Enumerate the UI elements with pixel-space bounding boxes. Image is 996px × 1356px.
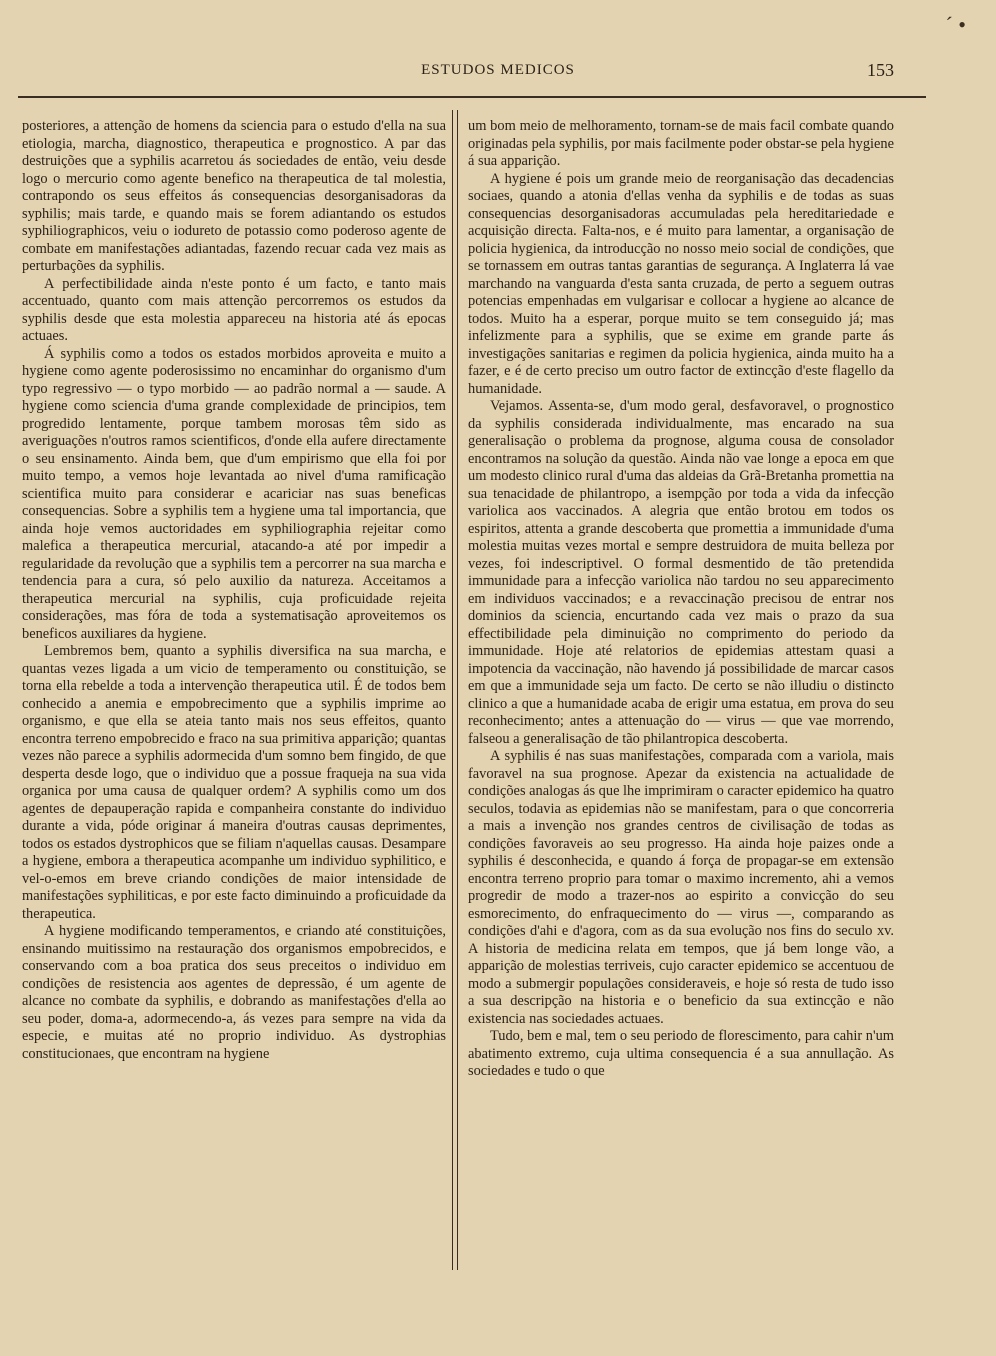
paragraph: Á syphilis como a todos os estados morbidos aproveita e muito a hygiene como agente poderosissimo no encaminhar do organismo d'um typo regressivo — o typo morbido — ao padrão normal a — saude. A hygiene como sciencia d'uma grande complexidade de principios, tem progredido lentamente, porque tambem morosas têm sido as averiguações n'outros ramos scientificos, d'onde ella aufere directamente o seu ensinamento. Ainda bem, que d'um empirismo que ella foi por muito tempo, a vemos hoje levantada ao nivel d'uma ramificação scientifica muito para considerar e acariciar nas suas beneficas consequencias. Sobre a syphilis tem a hygiene uma tal importancia, que ainda hoje vemos auctoridades em syphiliographia rejeitar como malefica a therapeutica mercurial, atacando-a até por impedir a regularidade da revolução que a syphilis tem a percorrer na sua marcha e tendencia para a cura, só pelo auxilio da natureza. Acceitamos a therapeutica mercurial na syphilis, cuja proficuidade rejeita considerações, mas fóra de toda a systematisação aproveitemos os beneficos auxiliares da hygiene.: [22, 345, 446, 642]
paragraph: Tudo, bem e mal, tem o seu periodo de florescimento, para cahir n'um abatimento extremo, cuja ultima consequencia é a sua annullação. As sociedades e tudo o que: [468, 1028, 894, 1079]
ink-mark: ˊ •: [945, 12, 966, 37]
paragraph: A perfectibilidade ainda n'este ponto é um facto, e tanto mais accentuado, quanto com mais attenção percorremos os estudos da syphilis desde que esta molestia appareceu na historia até ás epocas actuaes.: [22, 275, 446, 344]
page-number: 153: [867, 60, 894, 80]
paragraph: A hygiene modificando temperamentos, e criando até constituições, ensinando muitissimo na restauração dos organismos empobrecidos, e conservando com a boa pratica dos seus preceitos o individuo em condições de resistencia aos agentes de depressão, é um agente de alcance no combate da syphilis, e dobrando as manifestações d'ella ao seu poder, doma-a, adormecendo-a, ás vezes para sempre na vida da especie, e muitas até no proprio individuo. As dystrophias constitucionaes, que encontram na hygiene: [22, 923, 446, 1062]
running-title: ESTUDOS MEDICOS: [421, 62, 575, 78]
paragraph: posteriores, a attenção de homens da sciencia para o estudo d'ella na sua etiologia, marcha, diagnostico, therapeutica e prognostico. A par das destruições que a syphilis acarretou ás sociedades de então, veiu desde logo o mercurio como agente benefico na therapeutica de tal molestia, contrapondo os seus effeitos ás consequencias desorganisadoras da syphilis; mais tarde, e quando mais se forem adiantando os estudos syphiliographicos, veiu o iodureto de potassio como poderoso agente de combate em manifestações adiantadas, fazendo recuar cada vez mais as perturbações da syphilis.: [22, 118, 446, 274]
page-header: [0, 62, 996, 86]
left-column: [22, 118, 446, 1063]
header-rule: [18, 96, 926, 98]
column-divider: [457, 110, 458, 1270]
paragraph: A syphilis é nas suas manifestações, comparada com a variola, mais favoravel na sua prognose. Apezar da existencia na actualidade de condições analogas ás que lhe imprimiram o caracter epidemico ha quatro seculos, todavia as epidemias não se manifestam, para o que concorreria a mais a invenção nos grandes centros de civilisação de todas as condições favoraveis ao seu progresso. Ha ainda hoje paizes onde a syphilis é desconhecida, e quando á força de propagar-se em extensão encontra terreno proprio para tomar o maximo incremento, ahi a vemos progredir de modo a trazer-nos ao espirito a convicção do seu esmorecimento, do enfraquecimento do — virus —, comparando as condições d'ahi e d'agora, com as da sua evolução nos fins do seculo xv. A historia de medicina relata em tempos, que já bem longe vão, a apparição de molestias terriveis, cujo caracter epidemico se accentuou de modo a submergir populações consideraveis, e hoje só resta de tudo isso a sua descripção na historia e o beneficio da sua extincção e não existencia nas sociedades actuaes.: [468, 748, 894, 1027]
column-divider: [452, 110, 453, 1270]
paragraph: A hygiene é pois um grande meio de reorganisação das decadencias sociaes, quando a atonia d'ellas venha da syphilis e de todas as suas consequencias desorganisadoras accumuladas pela hereditariedade e acquisição directa. Falta-nos, e é muito para lamentar, a organisação de policia hygienica, da introducção no nosso meio social de condições, que se tornassem em outras tantas garantias de segurança. A Inglaterra lá vae marchando na vanguarda d'esta santa cruzada, de perto a seguem outras potencias empenhadas em vulgarisar e collocar a hygiene ao alcance de todos. Muito ha a esperar, porque muito se tem conseguido já; mas infelizmente para a syphilis, que se exime em grande parte ás investigações sanitarias e regimen da policia hygienica, ainda muito ha a fazer, e é de certo preciso um outro factor de extincção d'este flagello da humanidade.: [468, 170, 894, 397]
paragraph: Vejamos. Assenta-se, d'um modo geral, desfavoravel, o prognostico da syphilis considerada individualmente, mas encarado na sua generalisação o problema da prognose, alguma cousa de consolador encontramos na solução da questão. Ainda não vae longe a epoca em que um modesto clinico rural d'uma das aldeias da Grã-Bretanha promettia na sua tenacidade de philantropo, a isempção por toda a vida da infecção variolica aos vaccinados. A alegria que então brotou em todos os espiritos, attenta a grande descoberta que promettia a immunidade d'uma molestia muitas vezes mortal e sempre destruidora de muita belleza por vezes, foi indescriptivel. O formal desmentido de tão pretendida immunidade para a infecção variolica não tardou no seu apparecimento em individuos vaccinados; e a revaccinação precisou de entrar nos dominios da sciencia, encurtando cada vez mais o prazo da sua effectibilidade pela diminuição no comprimento do periodo da immunidade. Hoje até relatorios de epidemias attestam quasi a impotencia da vaccinação, não havendo já possibilidade de marcar casos em que a immunidade seja um facto. De certo se não illudiu o distincto clinico a que a humanidade acaba de erigir uma estatua, em prova do seu reconhecimento; antes a attenuação do — virus — que vae morrendo, falseou a generalisação de tão philantropica descoberta.: [468, 398, 894, 747]
right-column: [468, 118, 894, 1081]
paragraph: Lembremos bem, quanto a syphilis diversifica na sua marcha, e quantas vezes ligada a um vicio de temperamento ou constituição, se torna ella rebelde a toda a intervenção therapeutica util. É de todos bem conhecido a anemia e empobrecimento que a syphilis imprime ao organismo, e que ella se ateia tanto mais nos seus effeitos, quanto encontra terreno empobrecido e fraco na sua primitiva apparição; quantas vezes não parece a syphilis adormecida d'um somno bem fingido, de que desperta desde logo, que o individuo que a possue fraqueja na sua vida organica por uma causa de qualquer ordem? A syphilis como um dos agentes de depauperação rapida e companheira constante do individuo durante a vida, póde originar á maneira d'outras causas deprimentes, todos os estados dystrophicos que se filiam n'aquellas causas. Desampare a hygiene, embora a therapeutica acompanhe um individuo syphilitico, e vel-o-emos em breve criando condições de maior intensidade de manifestações syphiliticas, e por este facto diminuindo a proficuidade da therapeutica.: [22, 643, 446, 922]
paragraph: um bom meio de melhoramento, tornam-se de mais facil combate quando originadas pela syphilis, por mais facilmente poder obstar-se pela hygiene á sua apparição.: [468, 118, 894, 169]
